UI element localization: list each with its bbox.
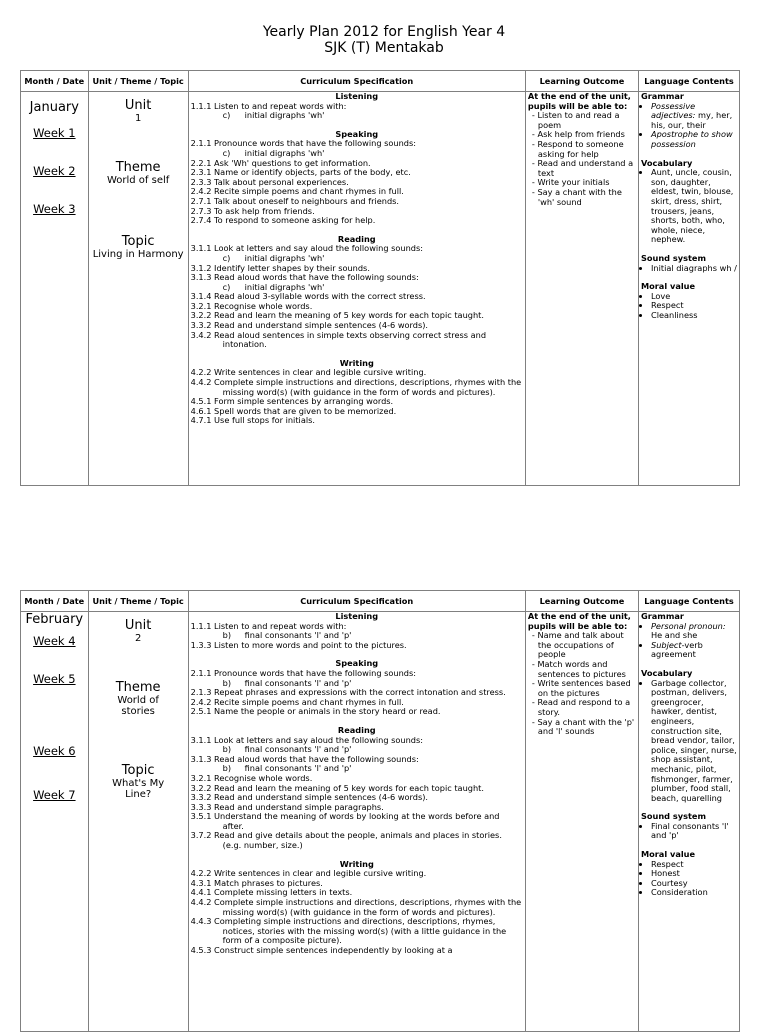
- subitem-letter: b): [222, 630, 232, 641]
- grammar-heading: Grammar: [641, 91, 684, 101]
- outcome-item: [528, 660, 636, 679]
- month-label: January: [29, 100, 79, 115]
- outcome-text: Say a chant with the 'p' and 'l' sounds: [537, 716, 635, 737]
- month-label: February: [25, 612, 84, 627]
- section-heading-reading: Reading: [337, 233, 376, 244]
- sound-system-list: [641, 264, 737, 274]
- spec-subitem: [191, 111, 523, 121]
- language-contents-cell: [639, 612, 740, 1032]
- spec-item: 2.3.3 Talk about personal experiences.: [190, 176, 349, 187]
- outcome-intro: At the end of the unit, pupils will be able to:: [527, 91, 631, 111]
- spec-item: 3.2.1 Recognise whole words.: [190, 300, 313, 311]
- subitem-letter: b): [222, 763, 232, 774]
- unit-number: 2: [134, 633, 142, 644]
- outcome-item: [528, 631, 636, 660]
- grammar-text: He and she: [651, 630, 698, 641]
- grammar-text: my, her, his, our, their: [651, 110, 733, 130]
- month-cell: [21, 92, 89, 486]
- dash-marker: -: [531, 177, 538, 188]
- sound-system-list: [641, 822, 737, 841]
- learning-outcome-cell: [525, 612, 638, 1032]
- section-heading-writing: Writing: [339, 357, 374, 368]
- grammar-term: Personal pronoun:: [651, 620, 726, 631]
- spec-item: 3.1.1 Look at letters and say aloud the following sounds:: [190, 243, 424, 254]
- header-month: Month / Date: [21, 591, 89, 612]
- outcome-text: Ask help from friends: [537, 129, 625, 140]
- moral-value-list: [641, 860, 737, 898]
- writing-list: [191, 869, 523, 955]
- unit-label: Unit: [124, 618, 152, 633]
- week-label: Week 6: [33, 744, 76, 758]
- spec-item: 2.5.1 Name the people or animals in the story heard or read.: [190, 706, 441, 717]
- theme-value: World of self: [106, 175, 170, 186]
- header-language: Language Contents: [639, 591, 740, 612]
- spec-item: 2.4.2 Recite simple poems and chant rhymes in full.: [190, 186, 404, 197]
- spec-item: 4.3.1 Match phrases to pictures.: [190, 877, 323, 888]
- month-cell: [21, 612, 89, 1032]
- spec-item: 4.4.1 Complete missing letters in texts.: [190, 887, 353, 898]
- header-unit: Unit / Theme / Topic: [88, 71, 188, 92]
- grammar-item: [651, 641, 737, 660]
- dash-marker: -: [531, 186, 538, 197]
- learning-outcome-cell: [525, 92, 638, 486]
- grammar-term: Subject: [651, 639, 682, 650]
- section-heading-reading: Reading: [337, 724, 376, 735]
- subitem-letter: c): [222, 147, 231, 158]
- vocab-item: • Aunt, uncle, cousin, son, daughter, eldest, twin, blouse, skirt, dress, shirt, trousers, jeans, shorts, both, who, whole, niece, nephew.: [651, 168, 737, 245]
- vocabulary-list: [641, 679, 737, 804]
- moral-item: • Respect: [651, 860, 737, 870]
- outcome-list: [528, 111, 636, 207]
- spec-item: 3.2.2 Read and learn the meaning of 5 key words for each topic taught.: [190, 310, 484, 321]
- grammar-list: [641, 622, 737, 660]
- plan-table-january: [20, 70, 740, 486]
- spec-item: 3.1.1 Look at letters and say aloud the following sounds:: [190, 734, 424, 745]
- spec-item: 2.2.1 Ask 'Wh' questions to get information.: [190, 157, 371, 168]
- spec-item: 2.4.2 Recite simple poems and chant rhymes in full.: [190, 696, 404, 707]
- section-heading-listening: Listening: [335, 611, 379, 621]
- plan-table-february: [20, 590, 740, 1032]
- spec-item: 4.5.1 Form simple sentences by arranging words.: [190, 396, 394, 407]
- subitem-letter: c): [222, 281, 231, 292]
- outcome-text: Respond to someone asking for help: [537, 138, 624, 159]
- theme-label: Theme: [115, 680, 161, 695]
- outcome-item: [528, 140, 636, 159]
- theme-label: Theme: [115, 160, 161, 175]
- outcome-list: [528, 631, 636, 737]
- outcome-text: Read and understand a text: [537, 158, 634, 178]
- sound-system-heading: Sound system: [641, 252, 706, 263]
- spec-item: 4.6.1 Spell words that are given to be memorized.: [190, 405, 397, 416]
- dash-marker: -: [531, 716, 538, 727]
- dash-marker: -: [531, 658, 538, 669]
- listening-list: [191, 622, 523, 651]
- topic-value: Living in Harmony: [92, 249, 184, 260]
- grammar-term: Apostrophe to show possession: [651, 129, 733, 149]
- topic-value: What's My Line?: [112, 778, 165, 800]
- spec-item: 2.7.3 To ask help from friends.: [190, 205, 315, 216]
- header-unit: Unit / Theme / Topic: [88, 591, 188, 612]
- dash-marker: -: [531, 129, 538, 140]
- speaking-list: [191, 669, 523, 717]
- spec-item: 1.3.3 Listen to more words and point to the pictures.: [190, 639, 407, 650]
- language-contents-cell: [639, 92, 740, 486]
- moral-item: • Respect: [651, 301, 737, 311]
- spec-item: 3.3.2 Read and understand simple sentences (4-6 words).: [190, 320, 429, 331]
- section-heading-speaking: Speaking: [335, 658, 379, 669]
- unit-theme-topic-cell: [88, 92, 188, 486]
- header-curriculum: Curriculum Specification: [188, 71, 525, 92]
- outcome-item: [528, 698, 636, 717]
- spec-item: 3.3.2 Read and understand simple sentences (4-6 words).: [190, 792, 429, 803]
- subitem-letter: b): [222, 744, 232, 755]
- spec-item: 2.7.1 Talk about oneself to neighbours and friends.: [190, 195, 400, 206]
- moral-value-heading: Moral value: [641, 281, 696, 292]
- grammar-item: [651, 622, 737, 641]
- theme-value: World of stories: [117, 695, 159, 717]
- title-line-2: SJK (T) Mentakab: [324, 40, 444, 56]
- dash-marker: -: [531, 110, 538, 121]
- grammar-list: [641, 102, 737, 150]
- spec-item: 3.3.3 Read and understand simple paragraphs.: [190, 801, 384, 812]
- writing-list: [191, 368, 523, 426]
- spec-item: 3.1.3 Read aloud words that have the following sounds:: [190, 753, 419, 764]
- sound-item: • Final consonants 'l' and 'p': [651, 822, 737, 841]
- outcome-item: [528, 718, 636, 737]
- curriculum-cell: [188, 92, 525, 486]
- spec-item: 2.3.1 Name or identify objects, parts of the body, etc.: [190, 167, 411, 178]
- header-curriculum: Curriculum Specification: [188, 591, 525, 612]
- subitem-text: initial digraphs 'wh': [244, 281, 325, 292]
- header-outcome: Learning Outcome: [525, 71, 638, 92]
- section-heading-speaking: Speaking: [335, 128, 379, 139]
- subitem-text: final consonants 'l' and 'p': [244, 630, 352, 641]
- sound-system-heading: Sound system: [641, 811, 706, 822]
- header-month: Month / Date: [21, 71, 89, 92]
- spec-item: 1.1.1 Listen to and repeat words with:: [190, 620, 347, 631]
- section-heading-listening: Listening: [335, 91, 379, 101]
- unit-theme-topic-cell: [88, 612, 188, 1032]
- spec-item: 4.4.2 Complete simple instructions and directions, descriptions, rhymes with the missing word(s) (with guidance in the form of words and pictures).: [190, 897, 522, 917]
- dash-marker: -: [531, 697, 538, 708]
- subitem-text: final consonants 'l' and 'p': [244, 744, 352, 755]
- outcome-item: [528, 111, 636, 130]
- unit-label: Unit: [124, 98, 152, 113]
- topic-label: Topic: [121, 763, 155, 778]
- listening-list: [191, 102, 523, 121]
- spec-item: 4.2.2 Write sentences in clear and legible cursive writing.: [190, 367, 427, 378]
- outcome-intro: At the end of the unit, pupils will be able to:: [527, 611, 631, 631]
- section-heading-writing: Writing: [339, 858, 374, 869]
- title-line-1: Yearly Plan 2012 for English Year 4: [262, 24, 506, 40]
- header-language: Language Contents: [639, 71, 740, 92]
- grammar-item: [651, 102, 737, 131]
- spec-item: 3.1.2 Identify letter shapes by their sounds.: [190, 262, 370, 273]
- moral-item: • Consideration: [651, 888, 737, 898]
- moral-item: • Honest: [651, 869, 737, 879]
- spec-item: 4.4.3 Completing simple instructions and directions, descriptions, rhymes, notices, stories with the missing word(s) (with a little guidance in the form of a composite picture).: [190, 916, 507, 946]
- outcome-item: [528, 188, 636, 207]
- spec-item: 3.7.2 Read and give details about the people, animals and places in stories. (e.g. number, size.): [190, 830, 502, 851]
- subitem-text: final consonants 'l' and 'p': [244, 677, 352, 688]
- header-outcome: Learning Outcome: [525, 591, 638, 612]
- spec-item: 4.2.2 Write sentences in clear and legible cursive writing.: [190, 868, 427, 879]
- vocabulary-list: [641, 168, 737, 245]
- table-header-row: [21, 71, 740, 92]
- subitem-text: final consonants 'l' and 'p': [244, 763, 352, 774]
- reading-list: [191, 736, 523, 851]
- outcome-text: Write sentences based on the pictures: [537, 678, 631, 698]
- table-header-row: [21, 591, 740, 612]
- week-label: Week 3: [33, 202, 76, 216]
- spec-item: 3.2.1 Recognise whole words.: [190, 772, 313, 783]
- spec-item: 2.1.1 Pronounce words that have the following sounds:: [190, 667, 417, 678]
- subitem-letter: c): [222, 110, 231, 121]
- subitem-letter: b): [222, 677, 232, 688]
- reading-list: [191, 244, 523, 350]
- subitem-text: initial digraphs 'wh': [244, 252, 325, 263]
- grammar-item: [651, 130, 737, 149]
- moral-item: • Cleanliness: [651, 311, 737, 321]
- dash-marker: -: [531, 630, 538, 641]
- outcome-item: [528, 159, 636, 178]
- spec-item: 2.1.1 Pronounce words that have the following sounds:: [190, 138, 417, 149]
- grammar-term: Possessive adjectives:: [651, 100, 696, 121]
- table-row: [21, 612, 740, 1032]
- moral-item: • Love: [651, 292, 737, 302]
- week-label: Week 2: [33, 164, 76, 178]
- subitem-text: initial digraphs 'wh': [244, 110, 325, 121]
- topic-label: Topic: [121, 234, 155, 249]
- document-title: [0, 24, 768, 56]
- outcome-text: Read and respond to a story.: [537, 697, 631, 717]
- table-row: [21, 92, 740, 486]
- dash-marker: -: [531, 138, 538, 149]
- grammar-text: -verb agreement: [651, 639, 703, 660]
- outcome-text: Listen to and read a poem: [537, 110, 620, 130]
- week-label: Week 1: [33, 126, 76, 140]
- sound-item: • Initial diagraphs wh /: [651, 264, 737, 274]
- subitem-text: initial digraphs 'wh': [244, 147, 325, 158]
- dash-marker: -: [531, 678, 538, 689]
- spec-item: 4.5.3 Construct simple sentences independently by looking at a: [190, 945, 453, 955]
- vocabulary-heading: Vocabulary: [641, 667, 693, 678]
- speaking-list: [191, 139, 523, 225]
- unit-number: 1: [134, 113, 142, 124]
- outcome-item: [528, 679, 636, 698]
- dash-marker: -: [531, 158, 538, 169]
- spec-item: 2.1.3 Repeat phrases and expressions with the correct intonation and stress.: [190, 687, 506, 698]
- spec-item: 1.1.1 Listen to and repeat words with:: [190, 100, 347, 111]
- spec-item: 3.5.1 Understand the meaning of words by looking at the words before and after.: [190, 811, 500, 831]
- grammar-heading: Grammar: [641, 611, 684, 621]
- spec-item: 3.1.4 Read aloud 3-syllable words with the correct stress.: [190, 291, 426, 302]
- outcome-text: Say a chant with the 'wh' sound: [537, 186, 622, 207]
- moral-value-list: [641, 292, 737, 321]
- moral-item: • Courtesy: [651, 879, 737, 889]
- curriculum-cell: [188, 612, 525, 1032]
- spec-item: 2.7.4 To respond to someone asking for help.: [190, 215, 376, 226]
- vocabulary-heading: Vocabulary: [641, 157, 693, 168]
- spec-item: 3.2.2 Read and learn the meaning of 5 key words for each topic taught.: [190, 782, 484, 793]
- outcome-text: Name and talk about the occupations of people: [537, 630, 624, 660]
- outcome-text: Write your initials: [537, 177, 610, 188]
- outcome-text: Match words and sentences to pictures: [537, 658, 626, 679]
- vocab-item: • Garbage collector, postman, delivers, greengrocer, hawker, dentist, engineers, construction site, bread vendor, tailor, police, singer, nurse, shop assistant, mechanic, pilot, fishmonger, farmer, plumber, food stall, beach, quarelling: [651, 679, 737, 804]
- subitem-letter: c): [222, 252, 231, 263]
- week-label: Week 4: [33, 634, 76, 648]
- spec-item: 3.1.3 Read aloud words that have the following sounds:: [190, 272, 419, 283]
- moral-value-heading: Moral value: [641, 849, 696, 860]
- spec-item: 3.4.2 Read aloud sentences in simple texts observing correct stress and intonation.: [190, 329, 487, 350]
- week-label: Week 7: [33, 788, 76, 802]
- spec-item: 4.4.2 Complete simple instructions and directions, descriptions, rhymes with the missing word(s) (with guidance in the form of words and pictures).: [190, 377, 522, 397]
- week-label: Week 5: [33, 672, 76, 686]
- spec-item: 4.7.1 Use full stops for initials.: [190, 415, 315, 426]
